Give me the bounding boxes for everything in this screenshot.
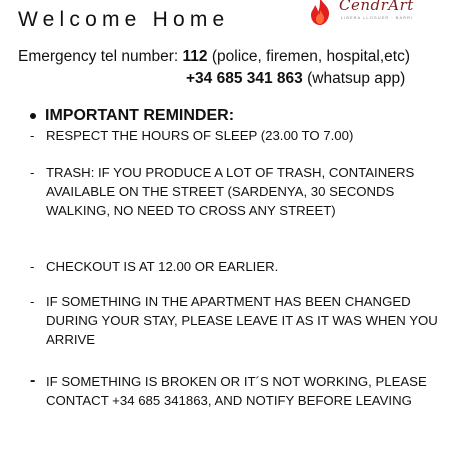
list-item-text: RESPECT THE HOURS OF SLEEP (23.00 TO 7.00) [46,128,354,143]
dash-marker: - [30,165,35,180]
dash-marker: - [30,294,35,309]
emergency-line [18,48,410,66]
emergency-note: (police, firemen, hospital,etc) [207,48,411,65]
list-item-text: TRASH: IF YOU PRODUCE A LOT OF TRASH, CONTAINERS AVAILABLE ON THE STREET (SARDENYA, 30 SECONDS WALKING, NO NEED TO CROSS ANY STREET) [46,165,415,218]
logo-name: CendrArt [339,0,414,14]
reminder-heading-text: IMPORTANT REMINDER: [45,107,235,124]
dash-marker: - [30,128,35,143]
page-title: Welcome Home [18,8,230,31]
whatsapp-line [186,70,405,88]
whatsapp-number: +34 685 341 863 [186,70,303,87]
whatsapp-note: (whatsup app) [302,70,406,87]
dash-marker: - [30,259,35,274]
reminder-heading [30,107,234,125]
emergency-number: 112 [182,48,208,65]
flame-icon [303,0,337,28]
list-item-text: IF SOMETHING IS BROKEN OR IT´S NOT WORKING, PLEASE CONTACT +34 685 341863, AND NOTIFY BEFORE LEAVING [46,374,427,408]
list-item-text: CHECKOUT IS AT 12.00 OR EARLIER. [46,259,279,274]
emergency-label: Emergency tel number: [18,48,183,65]
logo [303,0,443,28]
dash-marker: - [30,372,36,389]
bullet-icon [30,113,36,119]
list-item-text: IF SOMETHING IN THE APARTMENT HAS BEEN CHANGED DURING YOUR STAY, PLEASE LEAVE IT AS IT WAS WHEN YOU ARRIVE [46,294,438,347]
logo-subtitle: LIBERA LLOGUER · BARRI [341,15,414,20]
